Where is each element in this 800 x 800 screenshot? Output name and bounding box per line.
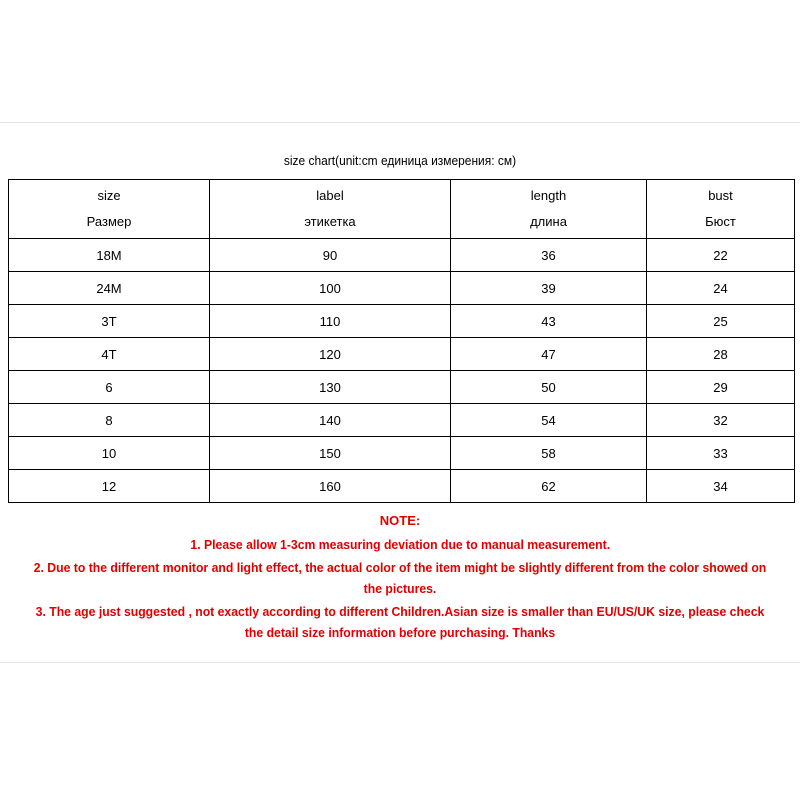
cell-label: 120: [210, 338, 451, 371]
cell-length: 62: [451, 470, 647, 503]
cell-length: 54: [451, 404, 647, 437]
header-length: length длина: [451, 180, 647, 239]
chart-title: size chart(unit:cm единица измерения: см): [283, 153, 517, 168]
cell-label: 140: [210, 404, 451, 437]
cell-label: 110: [210, 305, 451, 338]
cell-bust: 22: [647, 239, 795, 272]
table-row: [9, 404, 795, 437]
cell-label: 160: [210, 470, 451, 503]
cell-size: 8: [9, 404, 210, 437]
cell-size: 10: [9, 437, 210, 470]
size-chart-table: [8, 179, 795, 503]
table-row: [9, 437, 795, 470]
cell-length: 39: [451, 272, 647, 305]
cell-length: 58: [451, 437, 647, 470]
notes-section: [0, 512, 800, 643]
table-header-row: [9, 180, 795, 239]
header-bust: bust Бюст: [647, 180, 795, 239]
cell-bust: 24: [647, 272, 795, 305]
cell-bust: 33: [647, 437, 795, 470]
cell-length: 50: [451, 371, 647, 404]
cell-length: 36: [451, 239, 647, 272]
note-item: 2. Due to the different monitor and light effect, the actual color of the item might be slightly different from the color showed on the pictures.: [33, 560, 767, 596]
header-label: label этикетка: [210, 180, 451, 239]
table-row: [9, 470, 795, 503]
cell-length: 47: [451, 338, 647, 371]
cell-size: 3T: [9, 305, 210, 338]
table-row: [9, 305, 795, 338]
cell-label: 90: [210, 239, 451, 272]
cell-bust: 29: [647, 371, 795, 404]
cell-bust: 28: [647, 338, 795, 371]
cell-label: 130: [210, 371, 451, 404]
cell-label: 100: [210, 272, 451, 305]
note-item: 3. The age just suggested , not exactly according to different Children.Asian size is smaller than EU/US/UK size, please check the detail size information before purchasing. Thanks: [35, 604, 765, 640]
table-row: [9, 338, 795, 371]
top-divider: [0, 122, 800, 123]
note-item: 1. Please allow 1-3cm measuring deviation due to manual measurement.: [190, 537, 610, 552]
cell-label: 150: [210, 437, 451, 470]
cell-size: 4T: [9, 338, 210, 371]
cell-size: 6: [9, 371, 210, 404]
cell-size: 18M: [9, 239, 210, 272]
cell-bust: 32: [647, 404, 795, 437]
bottom-divider: [0, 662, 800, 663]
cell-length: 43: [451, 305, 647, 338]
note-heading: NOTE:: [379, 513, 421, 528]
table-row: [9, 239, 795, 272]
cell-size: 24M: [9, 272, 210, 305]
cell-size: 12: [9, 470, 210, 503]
cell-bust: 34: [647, 470, 795, 503]
table-row: [9, 371, 795, 404]
cell-bust: 25: [647, 305, 795, 338]
table-row: [9, 272, 795, 305]
header-size: size Размер: [9, 180, 210, 239]
